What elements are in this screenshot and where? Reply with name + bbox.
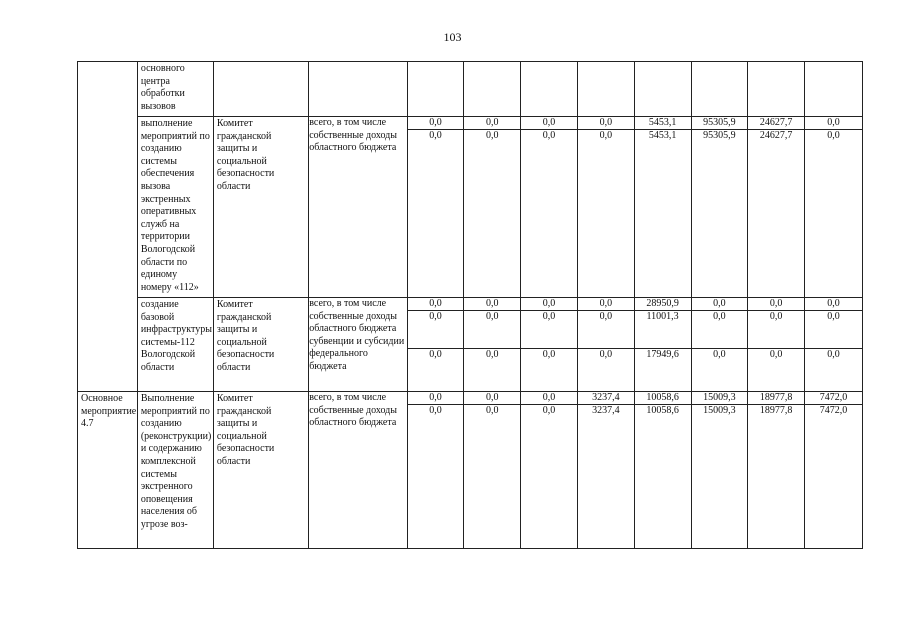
value: 3237,4 [592,405,620,416]
value: 10058,6 [635,392,691,405]
value: 0,0 [748,311,804,349]
budget-table [77,61,863,549]
value: 0,0 [805,298,862,311]
table-row [78,117,863,298]
value: 0,0 [429,405,442,416]
value: 18977,8 [748,392,804,405]
funding-source-cell [309,298,407,392]
value: 0,0 [748,298,804,311]
value: 24627,7 [748,117,804,130]
value: 0,0 [464,117,520,130]
table-row [78,392,863,549]
event-name-cell: выполнение мероприятий по созданию системы обеспечения вызова экстренных оперативных служб на территории Вологодской области по единому номеру «112» [137,117,213,298]
value: 18977,8 [759,405,793,416]
value: 0,0 [599,130,613,141]
value: 0,0 [805,311,862,349]
funding-label: собственные доходы областного бюджета [309,310,397,335]
value: 0,0 [521,298,577,311]
value: 5453,1 [635,117,691,130]
value: 0,0 [408,311,464,349]
value: 95305,9 [703,130,736,141]
value: 7472,0 [805,392,862,405]
value: 0,0 [542,349,556,360]
value: 0,0 [827,130,840,141]
value: 0,0 [429,130,442,141]
value: 0,0 [408,117,464,130]
event-name-cell: создание базовой инфраструктуры системы-112 Вологодской области [137,298,213,392]
funding-source-cell [309,392,407,549]
funding-label: собственные доходы областного бюджета [309,404,397,429]
page-number: 103 [443,30,462,44]
funding-label: субвенции и субсидии федерального бюджета [309,335,405,372]
event-name-cell: основного центра обработки вызовов [137,62,213,117]
executor-cell: Комитет гражданской защиты и социальной безопасности области [213,392,308,549]
value: 0,0 [408,392,464,405]
table-row [78,298,863,392]
value: 11001,3 [635,311,691,349]
funding-label: собственные доходы областного бюджета [309,129,397,154]
table-row [78,62,863,117]
value: 0,0 [692,298,748,311]
value: 7472,0 [819,405,848,416]
value: 95305,9 [692,117,748,130]
value: 15009,3 [692,392,748,405]
value: 0,0 [464,311,520,349]
executor-cell [213,62,308,117]
value: 15009,3 [703,405,736,416]
value: 0,0 [769,349,783,360]
main-event-cell [78,62,138,392]
value: 0,0 [486,130,499,141]
scan-edge-line [0,578,905,579]
value: 10058,6 [646,405,679,416]
value: 0,0 [692,311,748,349]
executor-cell: Комитет гражданской защиты и социальной безопасности области [213,117,308,298]
value: 0,0 [827,349,840,360]
value: 0,0 [521,117,577,130]
value: 0,0 [486,405,499,416]
value: 17949,6 [646,349,679,360]
value: 0,0 [578,298,634,311]
value: 0,0 [713,349,726,360]
value: 0,0 [805,117,862,130]
main-event-cell: Основное мероприятие 4.7 [78,392,138,549]
value: 0,0 [521,311,577,349]
value: 0,0 [464,298,520,311]
value: 0,0 [429,349,442,360]
funding-source-cell [309,117,407,298]
value: 0,0 [578,117,634,130]
value: 0,0 [486,349,499,360]
value: 0,0 [521,392,577,405]
value: 5453,1 [648,130,677,141]
value: 0,0 [542,130,556,141]
value: 0,0 [599,349,613,360]
value: 0,0 [464,392,520,405]
funding-label: всего, в том числе [309,117,387,128]
value: 0,0 [408,298,464,311]
value: 0,0 [578,311,634,349]
event-name-cell: Выполнение мероприятий по созданию (реконструкции) и содержанию комплексной системы экстренного оповещения населения об угрозе воз- [137,392,213,549]
value: 24627,7 [759,130,793,141]
value: 0,0 [542,405,556,416]
funding-label: всего, в том числе [309,392,387,403]
executor-cell: Комитет гражданской защиты и социальной безопасности области [213,298,308,392]
value: 28950,9 [635,298,691,311]
funding-label: всего, в том числе [309,298,387,309]
value: 3237,4 [578,392,634,405]
